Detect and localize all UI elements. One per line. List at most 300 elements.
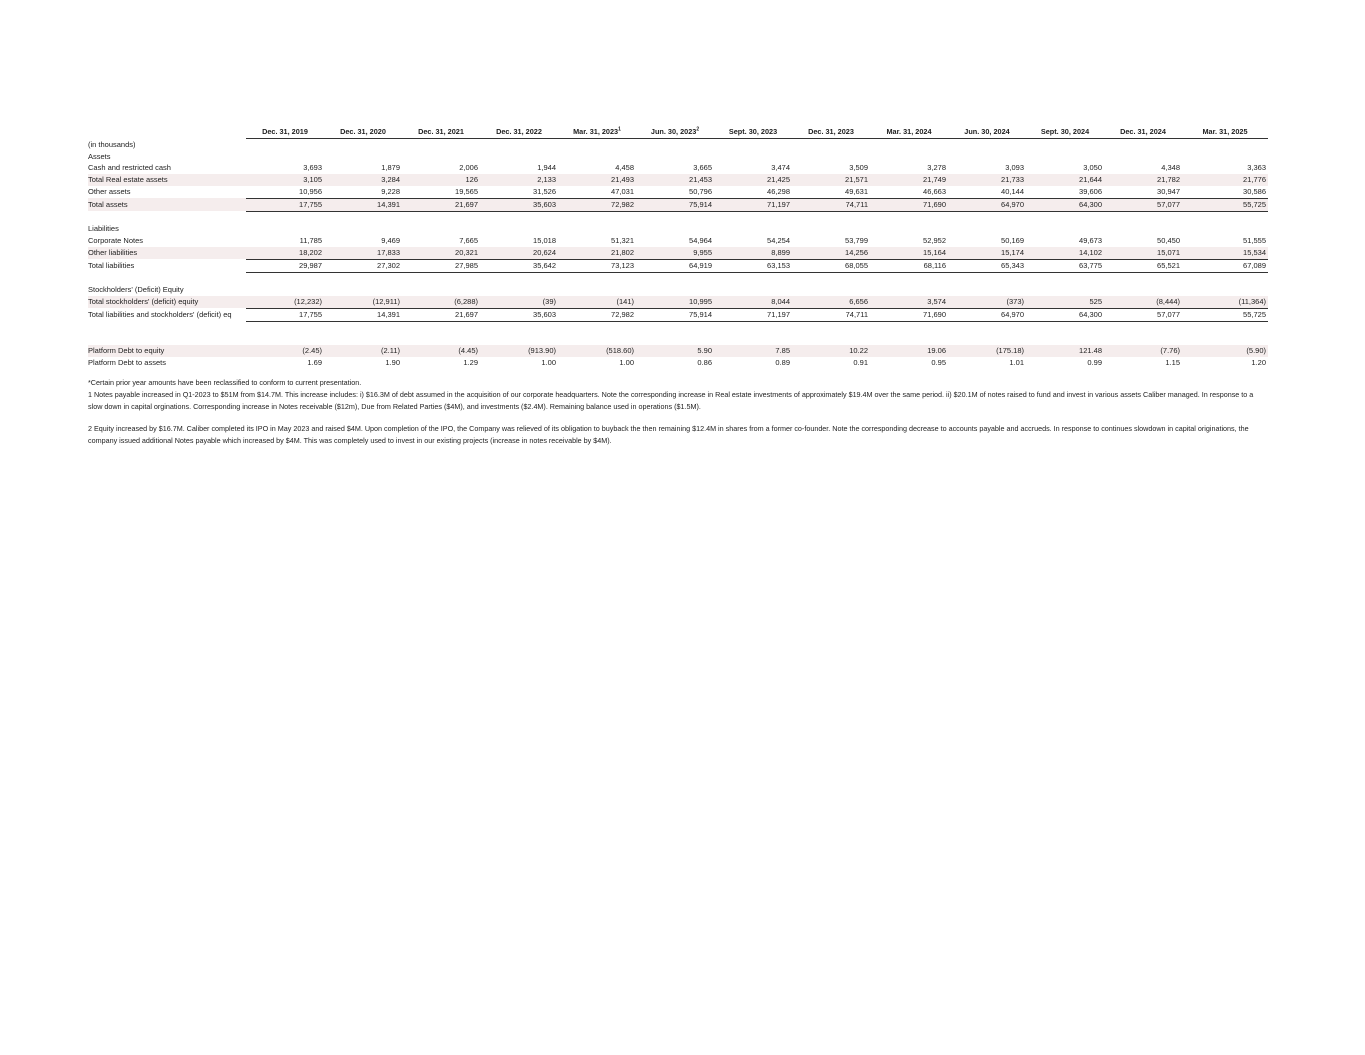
table-cell: 1.69 xyxy=(307,357,322,367)
table-cell xyxy=(792,138,870,150)
table-cell: 21,453 xyxy=(636,174,714,186)
table-cell xyxy=(480,151,558,163)
table-cell xyxy=(792,151,870,163)
table-cell xyxy=(714,223,792,235)
table-cell xyxy=(246,223,324,235)
table-cell: 35,642 xyxy=(480,259,558,272)
table-cell xyxy=(870,138,948,150)
balance-sheet xyxy=(88,126,1268,368)
table-cell: 2,133 xyxy=(480,174,558,186)
table-cell xyxy=(558,284,636,296)
table-cell xyxy=(324,321,402,345)
table-cell: 1.00 xyxy=(619,357,634,367)
table-cell: 15,534 xyxy=(1182,247,1268,259)
column-header xyxy=(792,126,870,138)
table-cell: (8,444) xyxy=(1104,296,1182,308)
table-row xyxy=(88,151,1268,163)
table-cell: 51,555 xyxy=(1243,236,1266,246)
table-cell: 55,725 xyxy=(1182,198,1268,211)
table-cell: 10,956 xyxy=(299,186,322,196)
table-cell: 11,785 xyxy=(299,236,322,246)
column-header-label: Mar. 31, 2025 xyxy=(1202,127,1248,136)
table-cell xyxy=(636,272,714,284)
table-cell: 21,802 xyxy=(558,247,636,259)
table-cell xyxy=(1104,284,1182,296)
footnotes xyxy=(88,377,1268,447)
table-row xyxy=(88,308,1268,321)
table-cell xyxy=(714,284,792,296)
table-cell xyxy=(1182,284,1268,296)
table-cell: 21,749 xyxy=(870,174,948,186)
row-label: Corporate Notes xyxy=(88,236,144,246)
table-cell xyxy=(948,138,1026,150)
table-cell: 27,985 xyxy=(402,259,480,272)
table-cell: 35,603 xyxy=(480,308,558,321)
table-cell: 9,228 xyxy=(381,186,400,196)
table-cell: (6,288) xyxy=(402,296,480,308)
table-cell: 1.01 xyxy=(1009,357,1024,367)
table-row xyxy=(88,345,1268,357)
table-cell: 3,093 xyxy=(1005,163,1024,173)
table-cell: 53,799 xyxy=(845,236,868,246)
table-cell: 121.48 xyxy=(1026,345,1104,357)
table-cell: 31,526 xyxy=(533,186,556,196)
table-cell xyxy=(1104,321,1182,345)
table-cell xyxy=(636,151,714,163)
table-cell: 35,603 xyxy=(480,198,558,211)
table-cell: (2.45) xyxy=(246,345,324,357)
column-header-label: Mar. 31, 2023 xyxy=(573,127,619,136)
table-row xyxy=(88,211,1268,223)
table-cell xyxy=(558,223,636,235)
table-row xyxy=(88,284,1268,296)
table-cell xyxy=(324,151,402,163)
table-cell: 47,031 xyxy=(611,186,634,196)
row-label xyxy=(88,272,246,284)
table-cell: 17,755 xyxy=(246,308,324,321)
table-cell xyxy=(246,151,324,163)
table-cell: 18,202 xyxy=(246,247,324,259)
table-row xyxy=(88,235,1268,247)
table-cell: 10,995 xyxy=(636,296,714,308)
column-header xyxy=(714,126,792,138)
column-header xyxy=(246,126,324,138)
table-cell xyxy=(324,223,402,235)
table-cell: 46,298 xyxy=(767,186,790,196)
table-cell xyxy=(402,223,480,235)
column-header xyxy=(1026,126,1104,138)
table-cell: 0.89 xyxy=(775,357,790,367)
table-cell: 1.29 xyxy=(463,357,478,367)
table-cell: 6,656 xyxy=(792,296,870,308)
table-cell: 1.00 xyxy=(541,357,556,367)
table-cell: 3,363 xyxy=(1247,163,1266,173)
table-cell: 46,663 xyxy=(923,186,946,196)
table-cell xyxy=(792,223,870,235)
table-row xyxy=(88,259,1268,272)
column-header xyxy=(1182,126,1268,138)
header-blank xyxy=(88,126,246,138)
table-cell: 29,987 xyxy=(246,259,324,272)
table-cell: 64,300 xyxy=(1026,198,1104,211)
row-label: Assets xyxy=(88,151,111,161)
table-cell: 74,711 xyxy=(792,198,870,211)
table-cell: 64,919 xyxy=(636,259,714,272)
table-cell xyxy=(480,211,558,223)
row-label: Total Real estate assets xyxy=(88,174,246,186)
table-cell xyxy=(1182,151,1268,163)
table-cell xyxy=(792,272,870,284)
table-cell: 525 xyxy=(1026,296,1104,308)
table-cell: 10.22 xyxy=(792,345,870,357)
table-cell xyxy=(1104,138,1182,150)
table-cell: 71,197 xyxy=(714,198,792,211)
table-cell: 21,782 xyxy=(1104,174,1182,186)
table-cell: 55,725 xyxy=(1182,308,1268,321)
table-cell xyxy=(246,284,324,296)
table-cell xyxy=(636,284,714,296)
footnote-marker: 1 xyxy=(618,126,621,133)
column-header-label: Dec. 31, 2019 xyxy=(262,127,308,136)
table-cell xyxy=(714,151,792,163)
table-cell: (2.11) xyxy=(324,345,402,357)
table-cell xyxy=(948,272,1026,284)
table-cell: 75,914 xyxy=(636,198,714,211)
table-cell: 3,105 xyxy=(246,174,324,186)
column-header xyxy=(636,126,714,138)
table-cell: 15,174 xyxy=(948,247,1026,259)
row-label: Total assets xyxy=(88,198,246,211)
table-cell: 30,586 xyxy=(1243,186,1266,196)
column-header xyxy=(1104,126,1182,138)
table-cell: (4.45) xyxy=(402,345,480,357)
column-header xyxy=(948,126,1026,138)
table-cell: 75,914 xyxy=(636,308,714,321)
table-cell xyxy=(402,284,480,296)
table-cell: 49,631 xyxy=(845,186,868,196)
row-label: Cash and restricted cash xyxy=(88,163,171,173)
table-cell xyxy=(870,321,948,345)
table-cell xyxy=(792,321,870,345)
table-cell: 21,571 xyxy=(792,174,870,186)
table-cell: 3,284 xyxy=(324,174,402,186)
table-cell xyxy=(1182,211,1268,223)
table-row xyxy=(88,186,1268,198)
table-cell xyxy=(870,284,948,296)
table-cell xyxy=(480,223,558,235)
table-cell: 126 xyxy=(402,174,480,186)
table-cell: 39,606 xyxy=(1079,186,1102,196)
table-cell: (12,232) xyxy=(246,296,324,308)
table-cell: 3,574 xyxy=(870,296,948,308)
table-cell: 21,776 xyxy=(1182,174,1268,186)
table-cell xyxy=(246,321,324,345)
table-cell: 1.20 xyxy=(1251,357,1266,367)
table-cell: 9,469 xyxy=(381,236,400,246)
table-row xyxy=(88,272,1268,284)
row-label: Stockholders' (Deficit) Equity xyxy=(88,285,184,295)
table-cell: 19.06 xyxy=(870,345,948,357)
table-cell: 64,300 xyxy=(1026,308,1104,321)
table-cell: 5.90 xyxy=(636,345,714,357)
table-cell xyxy=(246,272,324,284)
table-cell xyxy=(636,321,714,345)
table-cell: 71,690 xyxy=(870,308,948,321)
table-cell: 1.15 xyxy=(1165,357,1180,367)
header-row xyxy=(88,126,1268,138)
table-cell xyxy=(480,321,558,345)
table-cell: (141) xyxy=(558,296,636,308)
column-header-label: Sept. 30, 2023 xyxy=(728,127,778,136)
table-cell xyxy=(1026,138,1104,150)
table-cell xyxy=(948,223,1026,235)
table-cell: 19,565 xyxy=(455,186,478,196)
table-cell: 0.95 xyxy=(931,357,946,367)
table-cell: (39) xyxy=(480,296,558,308)
table-cell: 4,348 xyxy=(1161,163,1180,173)
table-cell: 3,474 xyxy=(771,163,790,173)
table-cell xyxy=(1026,223,1104,235)
row-label: Total stockholders' (deficit) equity xyxy=(88,296,246,308)
reclass-note: *Certain prior year amounts have been reclassified to conform to current presentation. xyxy=(88,378,362,387)
column-header xyxy=(870,126,948,138)
table-cell: (5.90) xyxy=(1182,345,1268,357)
table-cell: 72,982 xyxy=(558,198,636,211)
table-cell xyxy=(324,138,402,150)
table-body xyxy=(88,138,1268,368)
row-label xyxy=(88,321,246,345)
table-cell xyxy=(636,211,714,223)
table-cell: 0.99 xyxy=(1087,357,1102,367)
table-cell: (518.60) xyxy=(558,345,636,357)
table-cell: 30,947 xyxy=(1157,186,1180,196)
table-cell: 21,697 xyxy=(402,308,480,321)
table-cell: (11,364) xyxy=(1182,296,1268,308)
table-cell xyxy=(558,211,636,223)
table-cell: (913.90) xyxy=(480,345,558,357)
column-header xyxy=(480,126,558,138)
table-cell: 73,123 xyxy=(558,259,636,272)
row-label: (in thousands) xyxy=(88,139,136,149)
table-cell: 14,256 xyxy=(792,247,870,259)
financial-table xyxy=(88,126,1268,368)
table-cell xyxy=(870,211,948,223)
table-cell xyxy=(792,284,870,296)
table-cell: 3,665 xyxy=(693,163,712,173)
table-cell: 20,624 xyxy=(480,247,558,259)
table-cell xyxy=(558,321,636,345)
table-cell xyxy=(558,138,636,150)
table-cell: 64,970 xyxy=(948,198,1026,211)
table-cell: 21,425 xyxy=(714,174,792,186)
table-cell xyxy=(636,138,714,150)
table-cell: 2,006 xyxy=(459,163,478,173)
table-row xyxy=(88,357,1268,369)
table-cell: 68,055 xyxy=(792,259,870,272)
table-cell xyxy=(402,151,480,163)
table-cell: 7,665 xyxy=(459,236,478,246)
row-label: Other liabilities xyxy=(88,247,246,259)
table-row xyxy=(88,162,1268,174)
table-row xyxy=(88,296,1268,308)
table-cell: 54,964 xyxy=(689,236,712,246)
table-cell: 14,102 xyxy=(1026,247,1104,259)
table-cell xyxy=(1026,151,1104,163)
table-cell: 9,955 xyxy=(636,247,714,259)
table-cell xyxy=(1104,211,1182,223)
table-cell: 14,391 xyxy=(324,308,402,321)
table-cell xyxy=(1182,272,1268,284)
table-cell: 1,879 xyxy=(381,163,400,173)
table-cell: 1.90 xyxy=(385,357,400,367)
column-header-label: Dec. 31, 2020 xyxy=(340,127,386,136)
table-cell: 50,450 xyxy=(1157,236,1180,246)
table-row xyxy=(88,321,1268,345)
table-cell: 21,493 xyxy=(558,174,636,186)
table-row xyxy=(88,198,1268,211)
table-cell xyxy=(402,272,480,284)
column-header-label: Dec. 31, 2023 xyxy=(808,127,854,136)
table-cell xyxy=(714,211,792,223)
table-cell: 71,690 xyxy=(870,198,948,211)
table-cell: 63,775 xyxy=(1026,259,1104,272)
table-cell xyxy=(246,138,324,150)
table-cell: 21,733 xyxy=(948,174,1026,186)
table-cell xyxy=(558,272,636,284)
table-cell: 0.91 xyxy=(853,357,868,367)
table-cell: 64,970 xyxy=(948,308,1026,321)
table-cell: 57,077 xyxy=(1104,308,1182,321)
table-cell: 20,321 xyxy=(402,247,480,259)
table-cell: 72,982 xyxy=(558,308,636,321)
table-cell xyxy=(1182,223,1268,235)
column-header-label: Mar. 31, 2024 xyxy=(886,127,932,136)
table-cell xyxy=(792,211,870,223)
table-row xyxy=(88,174,1268,186)
table-cell: 68,116 xyxy=(870,259,948,272)
table-cell: 17,755 xyxy=(246,198,324,211)
column-header xyxy=(558,126,636,138)
footnote-marker: 2 xyxy=(696,126,700,133)
table-cell: 3,278 xyxy=(927,163,946,173)
table-cell xyxy=(1026,284,1104,296)
table-cell: 54,254 xyxy=(767,236,790,246)
table-cell xyxy=(870,223,948,235)
table-cell: (373) xyxy=(948,296,1026,308)
table-cell xyxy=(948,211,1026,223)
table-cell xyxy=(870,151,948,163)
table-cell: 8,044 xyxy=(714,296,792,308)
column-header xyxy=(324,126,402,138)
table-cell xyxy=(1182,138,1268,150)
table-cell: 50,796 xyxy=(689,186,712,196)
table-cell: 15,071 xyxy=(1104,247,1182,259)
table-cell xyxy=(324,272,402,284)
footnote-1: 1 Notes payable increased in Q1-2023 to $51M from $14.7M. This increase includes: i) $16.3M of debt assumed in the acquisition of our corporate headquarters. Note the corresponding increase in Real estate investments of approximately $19.4M over the same period. ii) $20.1M of notes raised to fund and invest in various assets Caliber managed. In response to a slow down in capital orginations. Corresponding increase in Notes receivable ($12m), Due from Related Parties ($4M), and investments ($2.4M). Remaining balance used in operations ($1.5M). xyxy=(88,389,1254,411)
row-label: Other assets xyxy=(88,187,131,197)
table-cell: 27,302 xyxy=(324,259,402,272)
column-header-label: Jun. 30, 2023 xyxy=(650,127,697,136)
table-row xyxy=(88,138,1268,150)
table-cell: 1,944 xyxy=(537,163,556,173)
table-cell xyxy=(1182,321,1268,345)
row-label: Platform Debt to assets xyxy=(88,357,166,367)
table-cell: 3,693 xyxy=(303,163,322,173)
column-header-label: Sept. 30, 2024 xyxy=(1040,127,1090,136)
table-cell: 3,509 xyxy=(849,163,868,173)
table-cell: 65,343 xyxy=(948,259,1026,272)
table-cell: 17,833 xyxy=(324,247,402,259)
table-cell: 0.86 xyxy=(697,357,712,367)
table-cell: 51,321 xyxy=(611,236,634,246)
row-label: Platform Debt to equity xyxy=(88,345,246,357)
table-cell xyxy=(948,151,1026,163)
table-cell: 63,153 xyxy=(714,259,792,272)
table-cell xyxy=(1026,272,1104,284)
footnote-2: 2 Equity increased by $16.7M. Caliber completed its IPO in May 2023 and raised $4M. Upon completion of the IPO, the Company was relieved of its obligation to buyback the then remaining $12.4M in shares from a former co-founder. Note the corresponding decrease to accounts payable and accrueds. In response to continues slowdown in capital originations, the company issued additional Notes payable which increased by $4M. This was completely used to invest in our existing projects (increase in notes receivable by $4M). xyxy=(88,424,1249,446)
table-cell: 15,018 xyxy=(533,236,556,246)
row-label: Total liabilities and stockholders' (deficit) eq xyxy=(88,309,232,319)
table-cell: 57,077 xyxy=(1104,198,1182,211)
table-cell xyxy=(402,321,480,345)
table-cell xyxy=(558,151,636,163)
table-cell: 74,711 xyxy=(792,308,870,321)
row-label: Liabilities xyxy=(88,224,119,234)
row-label: Total liabilities xyxy=(88,260,135,270)
table-cell xyxy=(714,138,792,150)
table-row xyxy=(88,247,1268,259)
table-cell: 14,391 xyxy=(324,198,402,211)
table-cell xyxy=(480,284,558,296)
table-cell xyxy=(324,211,402,223)
table-cell: 3,050 xyxy=(1083,163,1102,173)
table-cell: 49,673 xyxy=(1079,236,1102,246)
table-cell xyxy=(480,272,558,284)
table-cell: 8,899 xyxy=(714,247,792,259)
table-cell xyxy=(1104,223,1182,235)
table-cell: 15,164 xyxy=(870,247,948,259)
table-cell xyxy=(402,138,480,150)
table-cell xyxy=(1104,151,1182,163)
table-cell: 21,644 xyxy=(1026,174,1104,186)
table-cell: 4,458 xyxy=(615,163,634,173)
table-row xyxy=(88,223,1268,235)
table-cell: 7.85 xyxy=(714,345,792,357)
column-header-label: Jun. 30, 2024 xyxy=(964,127,1010,136)
table-cell xyxy=(714,272,792,284)
table-cell: 67,089 xyxy=(1182,259,1268,272)
table-cell xyxy=(402,211,480,223)
table-cell: 40,144 xyxy=(1001,186,1024,196)
table-cell xyxy=(480,138,558,150)
table-cell: 65,521 xyxy=(1104,259,1182,272)
table-cell: (12,911) xyxy=(324,296,402,308)
table-cell: 52,952 xyxy=(923,236,946,246)
column-header-label: Dec. 31, 2024 xyxy=(1120,127,1166,136)
table-cell xyxy=(1104,272,1182,284)
table-cell xyxy=(714,321,792,345)
table-cell: (175.18) xyxy=(948,345,1026,357)
table-cell xyxy=(1026,321,1104,345)
column-header-label: Dec. 31, 2021 xyxy=(418,127,464,136)
table-cell: 71,197 xyxy=(714,308,792,321)
table-cell xyxy=(948,284,1026,296)
table-cell xyxy=(870,272,948,284)
table-cell: (7.76) xyxy=(1104,345,1182,357)
table-cell xyxy=(636,223,714,235)
table-cell xyxy=(246,211,324,223)
row-label xyxy=(88,211,246,223)
